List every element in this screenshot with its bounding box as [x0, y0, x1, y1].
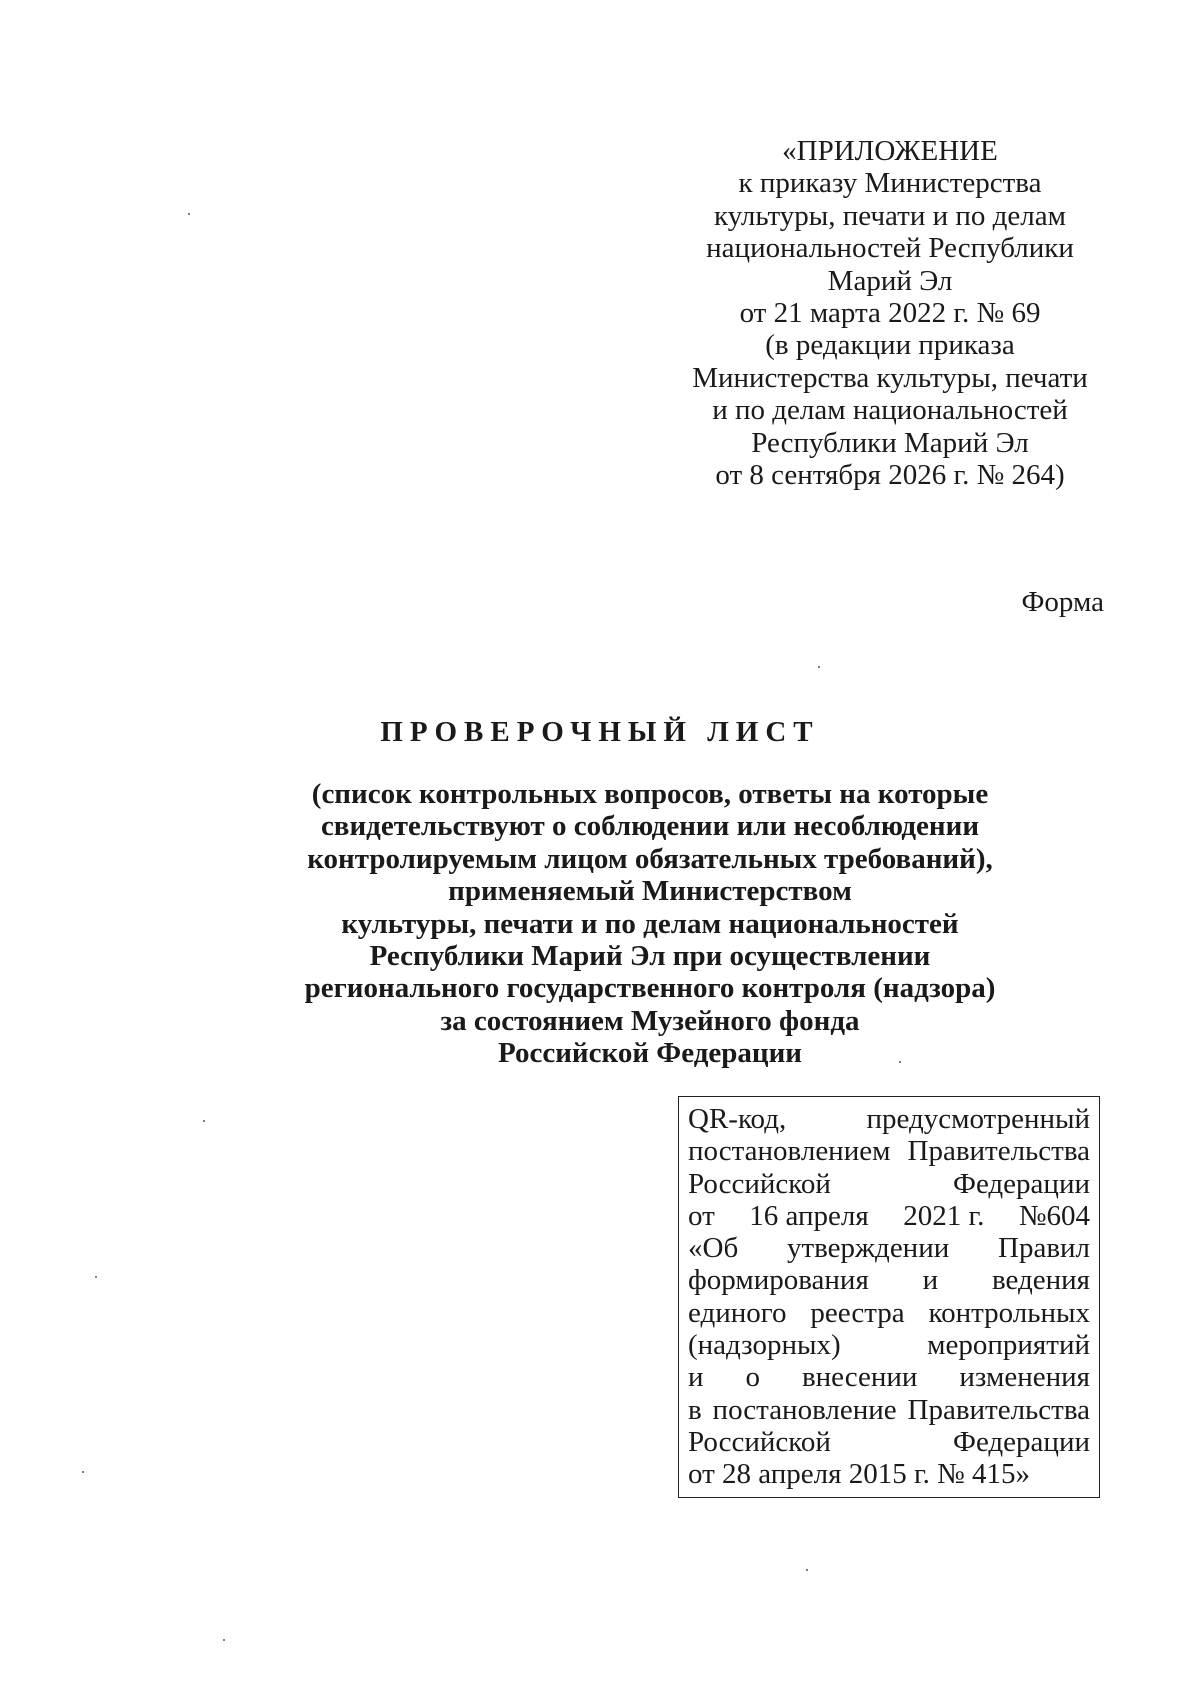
qr-box-line — [688, 1426, 1090, 1458]
qr-box-word: утверждении — [786, 1232, 950, 1265]
qr-box-word: мероприятий — [927, 1329, 1090, 1362]
qr-box-line — [688, 1394, 1090, 1426]
qr-box-word: Российской — [688, 1167, 831, 1200]
qr-box-word: внесении — [801, 1361, 918, 1394]
qr-box-word: 2021 г. — [903, 1199, 985, 1232]
qr-box-line — [688, 1168, 1090, 1200]
subtitle-line: свидетельствуют о соблюдении или несоблюдении — [320, 810, 980, 843]
document-subtitle — [300, 778, 1000, 1070]
qr-box-word: в — [688, 1393, 702, 1426]
qr-box-word: 16 апреля — [749, 1199, 869, 1232]
qr-box-word: о — [745, 1361, 760, 1394]
qr-box-word: №604 — [1018, 1199, 1090, 1232]
qr-box-word: Федерации — [953, 1425, 1090, 1458]
appendix-line: к приказу Министерства — [738, 167, 1042, 200]
qr-box-line — [688, 1361, 1090, 1393]
qr-box-word: Российской — [688, 1425, 831, 1458]
qr-box-word: (надзорных) — [688, 1329, 841, 1362]
subtitle-line: Республики Марий Эл при осуществлении — [369, 940, 931, 973]
qr-code-box — [678, 1096, 1100, 1498]
subtitle-line: регионального государственного контроля (надзора) — [304, 972, 996, 1005]
qr-box-word: от — [688, 1199, 715, 1232]
qr-box-word: Федерации — [953, 1167, 1090, 1200]
appendix-line: национальностей Республики — [706, 232, 1074, 265]
scan-speck — [82, 1471, 84, 1473]
subtitle-line: контролируемым лицом обязательных требований), — [307, 842, 993, 875]
qr-box-line — [688, 1329, 1090, 1361]
document-title: ПРОВЕРОЧНЫЙ ЛИСТ — [380, 716, 820, 748]
qr-box-word: и — [688, 1361, 704, 1394]
qr-box-word: и — [922, 1264, 939, 1297]
qr-box-line — [688, 1264, 1090, 1296]
qr-box-word: изменения — [959, 1361, 1090, 1394]
qr-box-word: «Об — [688, 1232, 739, 1265]
qr-box-word: QR-код, — [688, 1103, 787, 1135]
subtitle-line: за состоянием Музейного фонда — [440, 1004, 860, 1037]
subtitle-line: Российской Федерации — [497, 1037, 802, 1070]
qr-box-word: формирования — [688, 1264, 869, 1297]
qr-box-word: Правительства — [907, 1393, 1090, 1426]
appendix-line: Марий Эл — [827, 264, 953, 297]
appendix-line: (в редакции приказа — [765, 329, 1015, 362]
qr-box-word: контрольных — [928, 1296, 1090, 1329]
appendix-line: «ПРИЛОЖЕНИЕ — [782, 135, 998, 167]
qr-box-line — [688, 1232, 1090, 1264]
qr-box-word: предусмотренный — [866, 1103, 1090, 1135]
scan-speck — [806, 1569, 808, 1571]
qr-box-word: реестра — [810, 1296, 905, 1329]
qr-box-line — [688, 1103, 1090, 1135]
appendix-line: Министерства культуры, печати — [692, 361, 1088, 394]
appendix-line: от 21 марта 2022 г. № 69 — [739, 297, 1041, 330]
appendix-header — [690, 135, 1090, 491]
scan-speck — [223, 1639, 225, 1641]
scan-speck — [188, 213, 190, 215]
appendix-line: и по делам национальностей — [712, 394, 1068, 427]
qr-box-word: от 28 апреля 2015 г. № 415» — [688, 1458, 1031, 1491]
qr-box-word: Правительства — [907, 1135, 1090, 1168]
qr-box-line — [688, 1297, 1090, 1329]
qr-box-word: единого — [688, 1296, 787, 1329]
qr-box-word: постановлением — [688, 1135, 891, 1168]
qr-box-word: постановление — [712, 1393, 897, 1426]
qr-box-line — [688, 1458, 1090, 1490]
qr-box-line — [688, 1135, 1090, 1167]
subtitle-line: применяемый Министерством — [448, 875, 852, 908]
appendix-line: от 8 сентября 2026 г. № 264) — [715, 459, 1065, 492]
scan-speck — [899, 1061, 901, 1063]
scan-speck — [95, 1276, 97, 1278]
form-label: Форма — [1021, 586, 1104, 618]
scan-speck — [818, 666, 820, 668]
appendix-line: Республики Марий Эл — [751, 426, 1029, 459]
appendix-line: культуры, печати и по делам — [714, 199, 1066, 232]
qr-box-word: ведения — [991, 1264, 1090, 1297]
subtitle-line: (список контрольных вопросов, ответы на которые — [311, 778, 989, 810]
scan-speck — [203, 1120, 205, 1122]
qr-box-word: Правил — [998, 1232, 1090, 1265]
qr-box-line — [688, 1200, 1090, 1232]
subtitle-line: культуры, печати и по делам национальностей — [341, 907, 959, 940]
